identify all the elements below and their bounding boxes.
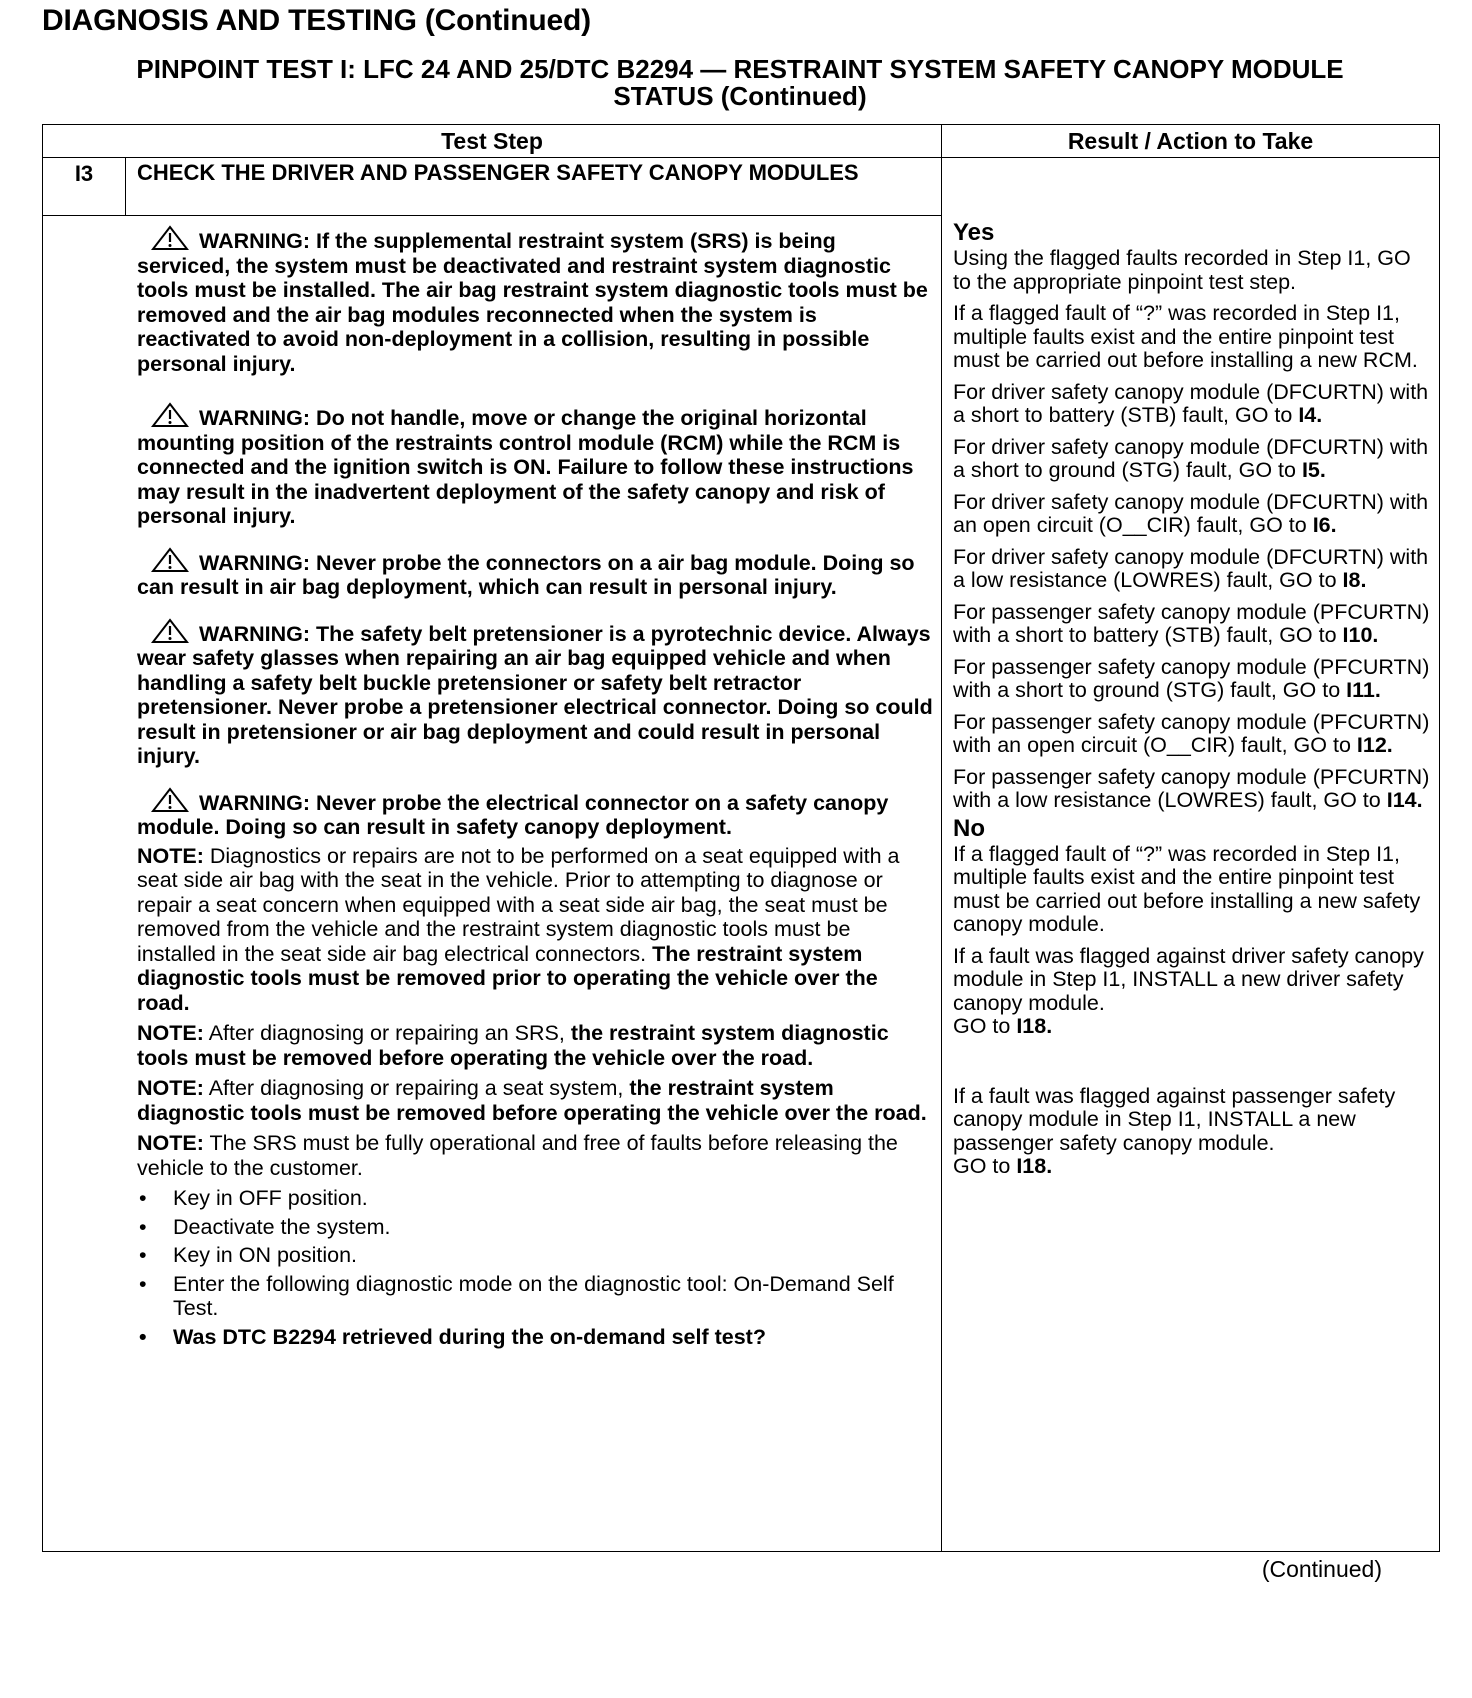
warning-srs [137, 225, 933, 376]
warning-triangle-icon [151, 787, 189, 813]
go-to-step-link: I18. [1016, 1154, 1053, 1178]
step-id-divider [125, 157, 126, 215]
note-emphasis: the restraint system diagnostic tools must be removed before operating the vehicle over the road. [137, 1021, 889, 1070]
warning-triangle-icon [151, 547, 189, 573]
go-to-step-link: I14. [1386, 788, 1423, 812]
note-text: After diagnosing or repairing an SRS, [208, 1021, 565, 1045]
column-header-result: Result / Action to Take [1067, 128, 1314, 154]
list-item: • Enter the following diagnostic mode on the diagnostic tool: On-Demand Self Test. [139, 1271, 894, 1320]
warning-safety-canopy-connector [137, 787, 933, 840]
warning-pretensioner [137, 618, 933, 769]
list-item: • Key in OFF position. [139, 1186, 368, 1210]
result-no-label: No [953, 814, 985, 842]
note-label: NOTE: [137, 843, 204, 868]
test-step-body [137, 225, 933, 1353]
note-after-seat-repair [137, 1076, 933, 1125]
result-action-column [953, 217, 1433, 1187]
note-text: The SRS must be fully operational and free of faults before releasing the vehicle to the customer. [137, 1131, 898, 1180]
result-yes-item: For driver safety canopy module (DFCURTN) with a short to battery (STB) fault, GO to I4. [953, 379, 1429, 427]
result-yes-item: For driver safety canopy module (DFCURTN) with a short to ground (STG) fault, GO to I5. [953, 434, 1429, 482]
result-yes-item: If a flagged fault of “?” was recorded in Step I1, multiple faults exist and the entire pinpoint test must be carried out before installing a new RCM. [953, 301, 1418, 372]
note-emphasis: The restraint system diagnostic tools must be removed prior to operating the vehicle over the road. [137, 941, 878, 1015]
go-to-step-link: I12. [1356, 733, 1393, 757]
note-label: NOTE: [137, 1076, 204, 1100]
warning-rcm [137, 402, 933, 529]
list-item: • Deactivate the system. [139, 1214, 391, 1239]
pinpoint-test-title-line2: STATUS (Continued) [613, 81, 867, 111]
warning-text: WARNING: Never probe the connectors on a air bag module. Doing so can result in air bag deployment, which can result in personal injury. [137, 550, 915, 599]
pinpoint-test-title [40, 56, 1440, 110]
result-yes-item: For passenger safety canopy module (PFCURTN) with an open circuit (O__CIR) fault, GO to I12. [953, 709, 1430, 757]
go-to-step-link: I10. [1342, 623, 1379, 647]
result-no-item: If a fault was flagged against driver safety canopy module in Step I1, INSTALL a new driver safety canopy module. GO to I18. [953, 943, 1424, 1038]
column-header-test-step: Test Step [441, 128, 543, 154]
warning-air-bag-connectors [137, 547, 933, 600]
go-to-step-link: I6. [1312, 513, 1337, 537]
go-to-step-link: I4. [1298, 403, 1323, 427]
go-to-step-link: I18. [1016, 1014, 1053, 1038]
warning-text: WARNING: The safety belt pretensioner is a pyrotechnic device. Always wear safety glasses when repairing an air bag equipped vehicle and when handling a safety belt buckle pretensioner or safety belt retractor pretensioner. Never probe a pretensioner electrical connector. Doing so could result in pretensioner or air bag deployment and could result in personal injury. [137, 621, 933, 768]
step-actions-list [137, 1186, 933, 1349]
go-to-step-link: I11. [1346, 678, 1381, 702]
go-to-step-link: I5. [1301, 458, 1326, 482]
result-yes-item: For driver safety canopy module (DFCURTN) with a low resistance (LOWRES) fault, GO to I8. [953, 544, 1429, 592]
note-label: NOTE: [137, 1021, 204, 1045]
note-text: Diagnostics or repairs are not to be performed on a seat equipped with a seat side air bag with the seat in the vehicle. Prior to attempting to diagnose or repair a seat concern when equipped with a seat side air bag, the seat must be removed from the vehicle and the restraint system diagnostic tools must be installed in the seat side air bag electrical connectors. [137, 843, 900, 966]
result-no-item: If a flagged fault of “?” was recorded in Step I1, multiple faults exist and the entire pinpoint test must be carried out before installing a new safety canopy module. [953, 841, 1421, 936]
header-rule [43, 157, 1439, 158]
note-seat-side-air-bag [137, 844, 933, 1016]
result-no-item: If a fault was flagged against passenger safety canopy module in Step I1, INSTALL a new passenger safety canopy module. GO to I18. [953, 1083, 1396, 1178]
result-yes-item: For passenger safety canopy module (PFCURTN) with a low resistance (LOWRES) fault, GO to I14. [953, 764, 1430, 812]
note-text: After diagnosing or repairing a seat system, [208, 1076, 624, 1100]
list-item: • Key in ON position. [139, 1243, 358, 1267]
list-item-question: • Was DTC B2294 retrieved during the on-demand self test? [139, 1324, 766, 1349]
column-divider [941, 125, 942, 1551]
note-emphasis: the restraint system diagnostic tools must be removed before operating the vehicle over the road. [137, 1076, 927, 1125]
note-after-srs-repair [137, 1021, 933, 1070]
note-srs-operational [137, 1131, 933, 1180]
result-yes-item: For passenger safety canopy module (PFCURTN) with a short to ground (STG) fault, GO to I11. [953, 654, 1430, 702]
warning-text: WARNING: Never probe the electrical connector on a safety canopy module. Doing so can result in safety canopy deployment. [137, 790, 889, 839]
warning-text: WARNING: If the supplemental restraint system (SRS) is being serviced, the system must be deactivated and restraint system diagnostic tools must be installed. The air bag restraint system diagnostic tools must be removed and the air bag modules reconnected when the system is reactivated to avoid non-deployment in a collision, resulting in possible personal injury. [137, 229, 928, 376]
warning-triangle-icon [151, 402, 189, 428]
step-title-rule [43, 215, 941, 216]
result-yes-item: For driver safety canopy module (DFCURTN) with an open circuit (O__CIR) fault, GO to I6. [953, 489, 1429, 537]
result-yes-item: Using the flagged faults recorded in Step I1, GO to the appropriate pinpoint test step. [953, 246, 1411, 294]
note-label: NOTE: [137, 1131, 204, 1155]
result-yes-label: Yes [953, 219, 995, 246]
step-id: I3 [74, 161, 94, 186]
warning-triangle-icon [151, 618, 189, 644]
warning-text: WARNING: Do not handle, move or change the original horizontal mounting position of the restraints control module (RCM) while the RCM is connected and the ignition switch is ON. Failure to follow these instructions may result in the inadvertent deployment of the safety canopy and risk of personal injury. [137, 406, 914, 528]
spacer [953, 1047, 1433, 1085]
continued-label: (Continued) [1261, 1556, 1382, 1582]
warning-triangle-icon [151, 225, 189, 251]
result-yes-item: For passenger safety canopy module (PFCURTN) with a short to battery (STB) fault, GO to I10. [953, 599, 1430, 647]
pinpoint-test-table [42, 124, 1440, 1552]
go-to-step-link: I8. [1342, 568, 1367, 592]
page-heading: DIAGNOSIS AND TESTING (Continued) [42, 4, 591, 37]
pinpoint-test-title-line1: PINPOINT TEST I: LFC 24 AND 25/DTC B2294 — RESTRAINT SYSTEM SAFETY CANOPY MODULE [136, 54, 1344, 84]
step-title: CHECK THE DRIVER AND PASSENGER SAFETY CANOPY MODULES [137, 160, 859, 185]
